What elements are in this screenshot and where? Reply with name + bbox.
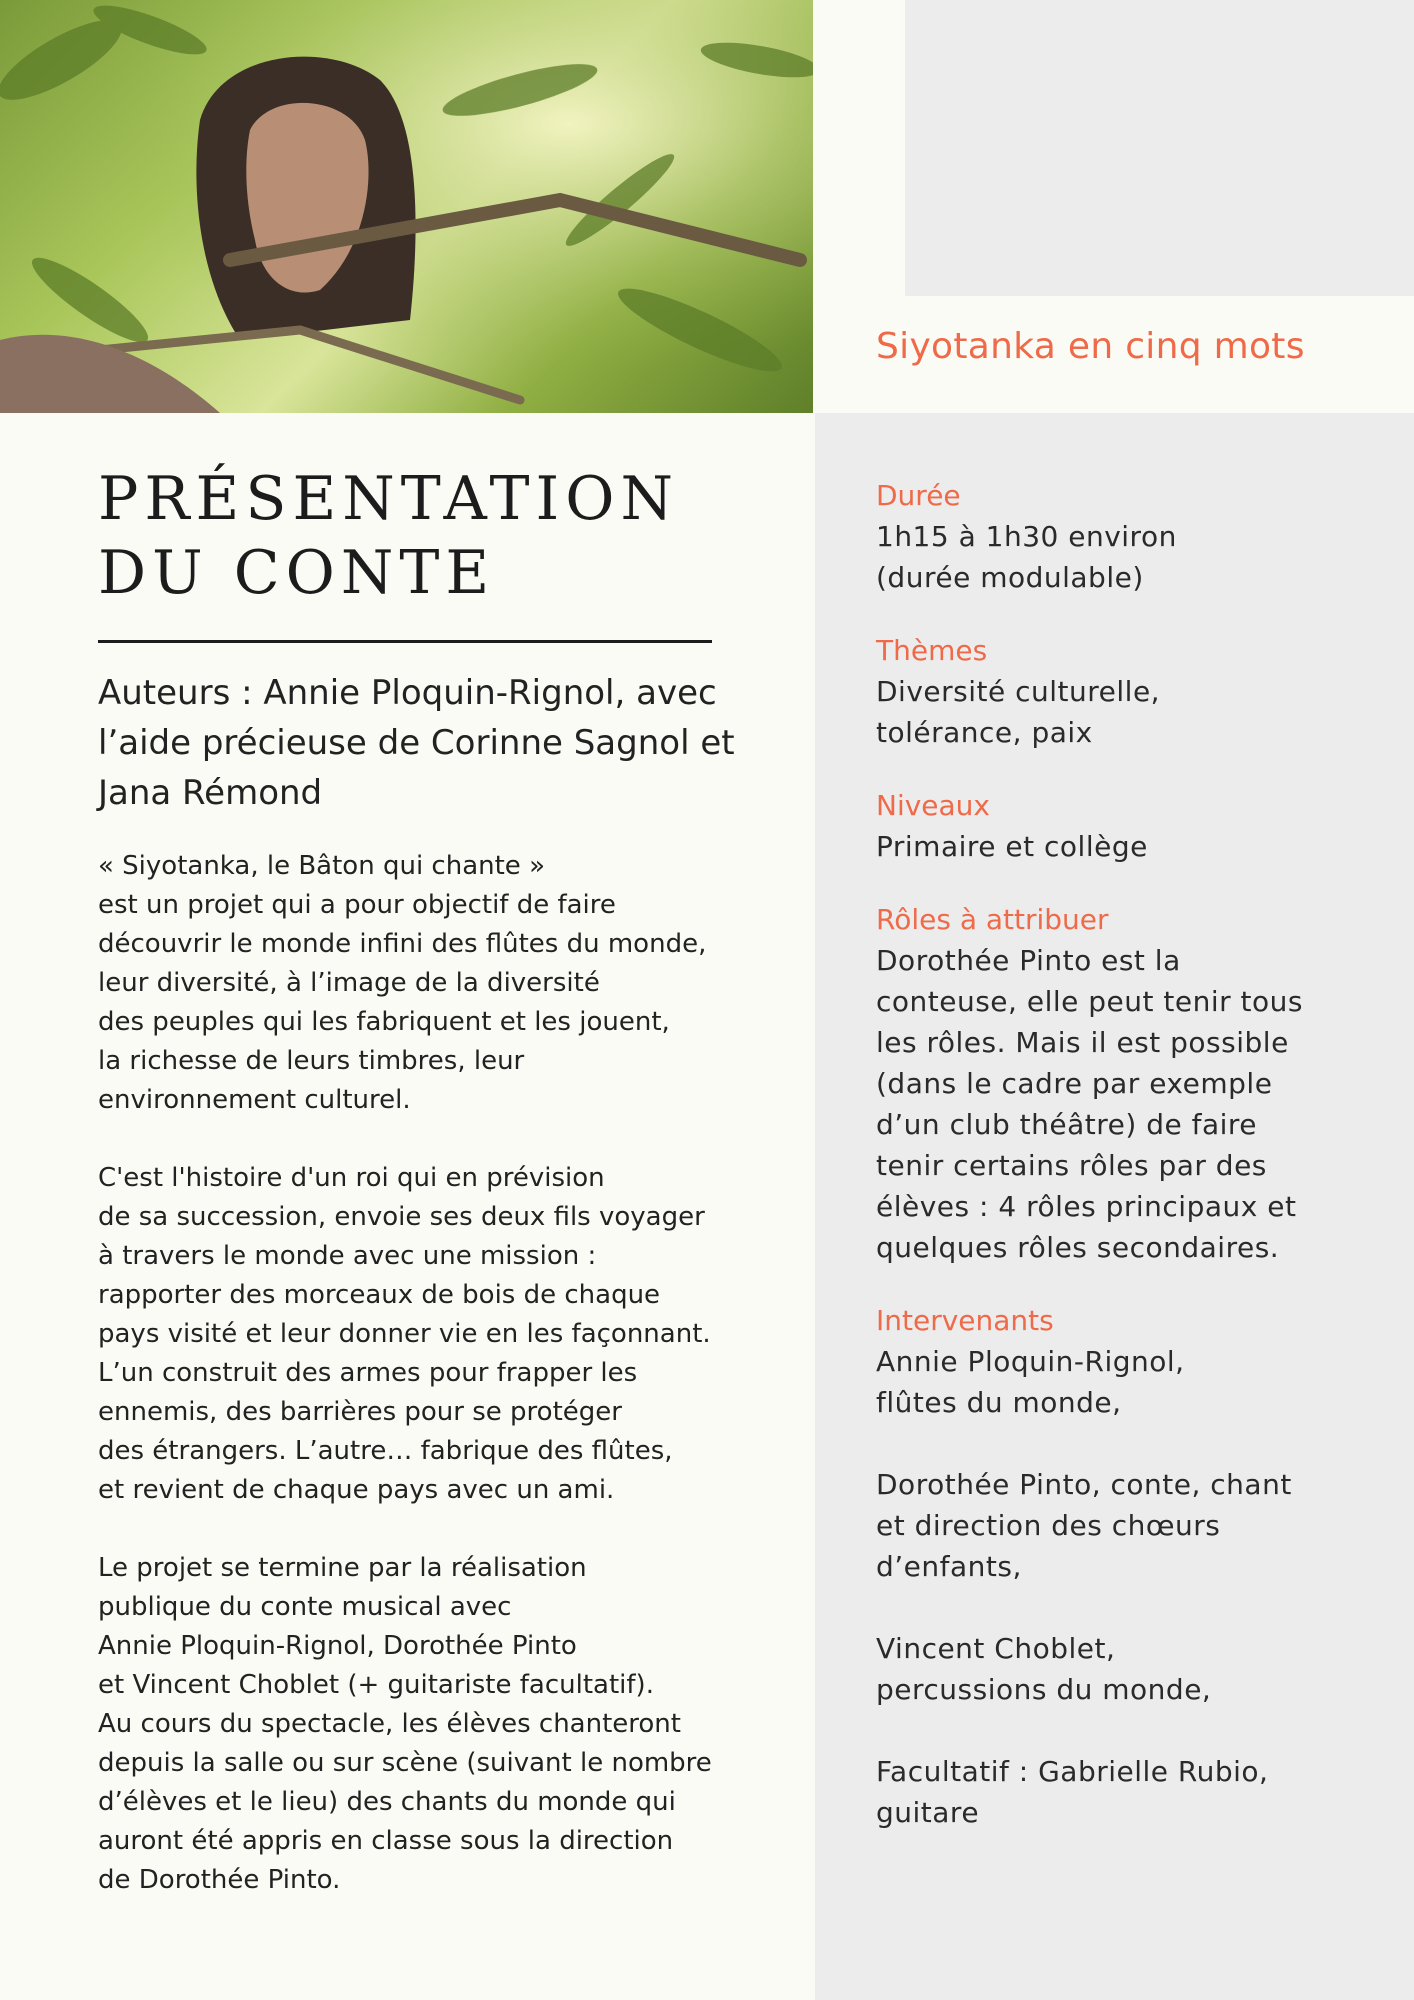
info-section-themes [876,631,1376,753]
decorative-gray-block [905,0,1414,296]
sidebar-subtitle: Siyotanka en cinq mots [876,326,1305,367]
intervenant-item: Annie Ploquin-Rignol, flûtes du monde, [876,1345,1185,1419]
info-section-duree [876,476,1376,598]
info-list [876,476,1376,1874]
intervenant-item: Dorothée Pinto, conte, chant et direction des chœurs d’enfants, [876,1468,1292,1583]
info-value: Diversité culturelle, tolérance, paix [876,675,1161,749]
info-label: Rôles à attribuer [876,903,1109,936]
intervenant-item: Facultatif : Gabrielle Rubio, guitare [876,1755,1269,1829]
photo-illustration [0,0,813,413]
info-label: Niveaux [876,789,990,822]
info-section-roles [876,900,1376,1268]
paragraph: Le projet se termine par la réalisation publique du conte musical avec Annie Ploquin-Rignol, Dorothée Pinto et Vincent Choblet (+ guitariste facultatif). Au cours du spectacle, les élèves chanteront depuis la salle ou sur scène (suivant le nombre d’élèves et le lieu) des chants du monde qui auront été appris en classe sous la direction de Dorothée Pinto. [98,1553,712,1895]
paragraph: « Siyotanka, le Bâton qui chante » est un projet qui a pour objectif de faire découvrir le monde infini des flûtes du monde, leur diversité, à l’image de la diversité des peuples qui les fabriquent et les jouent, la richesse de leurs timbres, leur environnement culturel. [98,851,707,1115]
paragraph: C'est l'histoire d'un roi qui en prévision de sa succession, envoie ses deux fils voyager à travers le monde avec une mission : rapporter des morceaux de bois de chaque pays visité et leur donner vie en les façonnant. L’un construit des armes pour frapper les ennemis, des barrières pour se protéger des étrangers. L’autre… fabrique des flûtes, et revient de chaque pays avec un ami. [98,1163,711,1505]
intervenant-item: Vincent Choblet, percussions du monde, [876,1632,1212,1706]
title-divider [98,640,712,643]
authors-line: Auteurs : Annie Ploquin-Rignol, avec l’aide précieuse de Corinne Sagnol et Jana Rémond [98,673,735,813]
page-title [98,462,718,610]
info-value: Dorothée Pinto est la conteuse, elle peut tenir tous les rôles. Mais il est possible (dans le cadre par exemple d’un club théâtre) de faire tenir certains rôles par des élèves : 4 rôles principaux et quelques rôles secondaires. [876,944,1303,1264]
info-section-intervenants [876,1301,1376,1833]
info-label: Thèmes [876,634,988,667]
info-section-niveaux [876,786,1376,867]
title-line-1: PRÉSENTATION [98,464,679,534]
info-label: Durée [876,479,961,512]
hero-photo [0,0,813,413]
body-text [98,847,758,1939]
info-value: Primaire et collège [876,830,1148,863]
info-value: 1h15 à 1h30 environ (durée modulable) [876,520,1177,594]
title-line-2: DU CONTE [98,538,496,608]
info-label: Intervenants [876,1304,1054,1337]
